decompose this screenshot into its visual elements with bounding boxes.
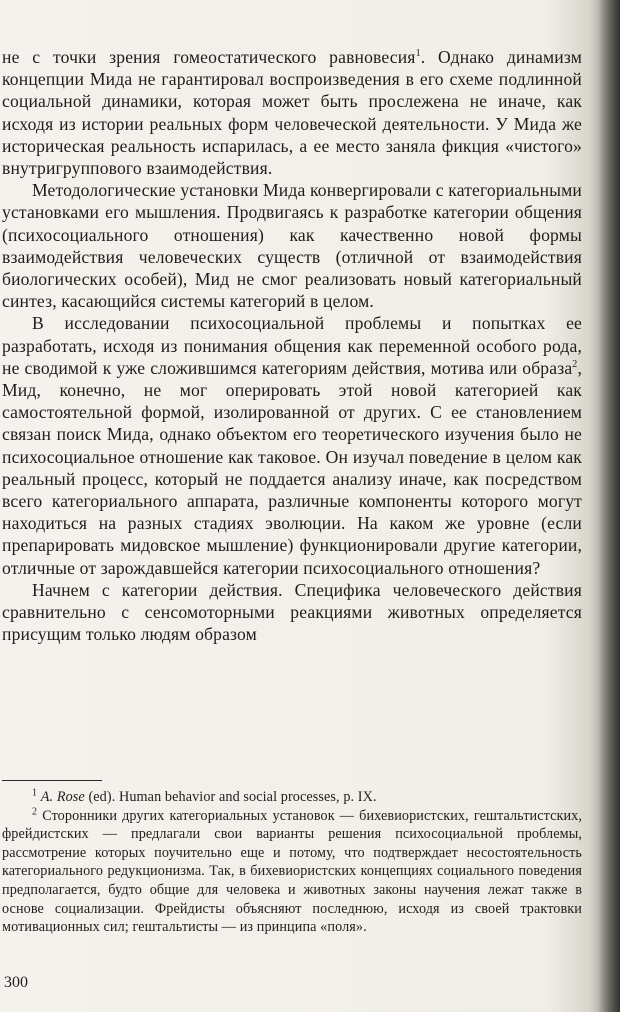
- footnote-1: [2, 788, 582, 807]
- paragraph-1: [2, 46, 582, 179]
- binding-shadow: [598, 0, 620, 1012]
- footnote-1-author: A. Rose: [40, 789, 85, 805]
- paragraph-2: Методологические установки Мида конвергировали с категориальными установками его мышления. Продвигаясь к разработке категории общения (психосоциального отношения) как качественно новой формы взаимодействия человеческих существ (отличной от взаимодействия биологических особей), Мид не смог реализовать новый категориальный синтез, касающийся системы категорий в целом.: [2, 180, 582, 312]
- main-text: [2, 46, 582, 645]
- paragraph-3-rest: , Мид, конечно, не мог оперировать этой новой категорией как самостоятельной формой, изолированной от других. С ее становлением связан поиск Мида, однако объектом его теоретического изучения было не психосоциальное отношение как таковое. Он изучал поведение в целом как реальный процесс, который не поддается анализу иначе, как посредством всего категориального аппарата, различные компоненты которого могут находиться на разных стадиях эволюции. На каком же уровне (если препарировать мидовское мышление) функционировали другие категории, отличные от зарождавшейся категории психосоциального отношения?: [2, 357, 582, 578]
- footnote-ref-1: 1: [415, 48, 421, 60]
- paragraph-3-text: В исследовании психосоциальной проблемы и попытках ее разработать, исходя из понимания общения как переменной особого рода, не сводимой к уже сложившимся категориям действия, мотива или образа: [2, 313, 582, 378]
- footnote-2-text: Сторонники других категориальных установок — бихевиористских, гештальтистских, фрейдистских — предлагали свои варианты решения психосоциальной проблемы, рассмотрение которых поучительно еще и потому, что подтверждает несостоятельность категориального редукционизма. Так, в бихевиористских концепциях социального поведения предполагается, будто общие для человека и животных законы научения лежат также в основе социализации. Фрейдисты объясняют последнюю, исходя из своей трактовки мотивационных сил; гештальтисты — из принципа «поля».: [2, 807, 582, 936]
- paragraph-4: Начнем с категории действия. Специфика человеческого действия сравнительно с сенсомоторными реакциями животных определяется присущим только людям образом: [2, 579, 582, 645]
- footnotes: [2, 788, 582, 937]
- footnote-2: [2, 807, 582, 937]
- footnote-2-marker: 2: [32, 805, 38, 817]
- paragraph-1-text: не с точки зрения гомеостатического равновесия: [2, 47, 416, 67]
- footnote-1-text: (ed). Human behavior and social processes, p. IX.: [84, 789, 377, 805]
- footnote-1-marker: 1: [32, 787, 38, 799]
- paragraph-3: [2, 312, 582, 578]
- paragraph-1-rest: . Однако динамизм концепции Мида не гарантировал воспроизведения в его схеме подлинной социальной динамики, которая может быть прослежена не иначе, как исходя из истории реальных форм человеческой деятельности. У Мида же историческая реальность испарилась, а ее место заняла фикция «чистого» внутригруппового взаимодействия.: [2, 47, 582, 179]
- page-number: 300: [4, 974, 28, 991]
- footnote-divider: [2, 780, 102, 781]
- footnote-ref-2: 2: [572, 358, 578, 370]
